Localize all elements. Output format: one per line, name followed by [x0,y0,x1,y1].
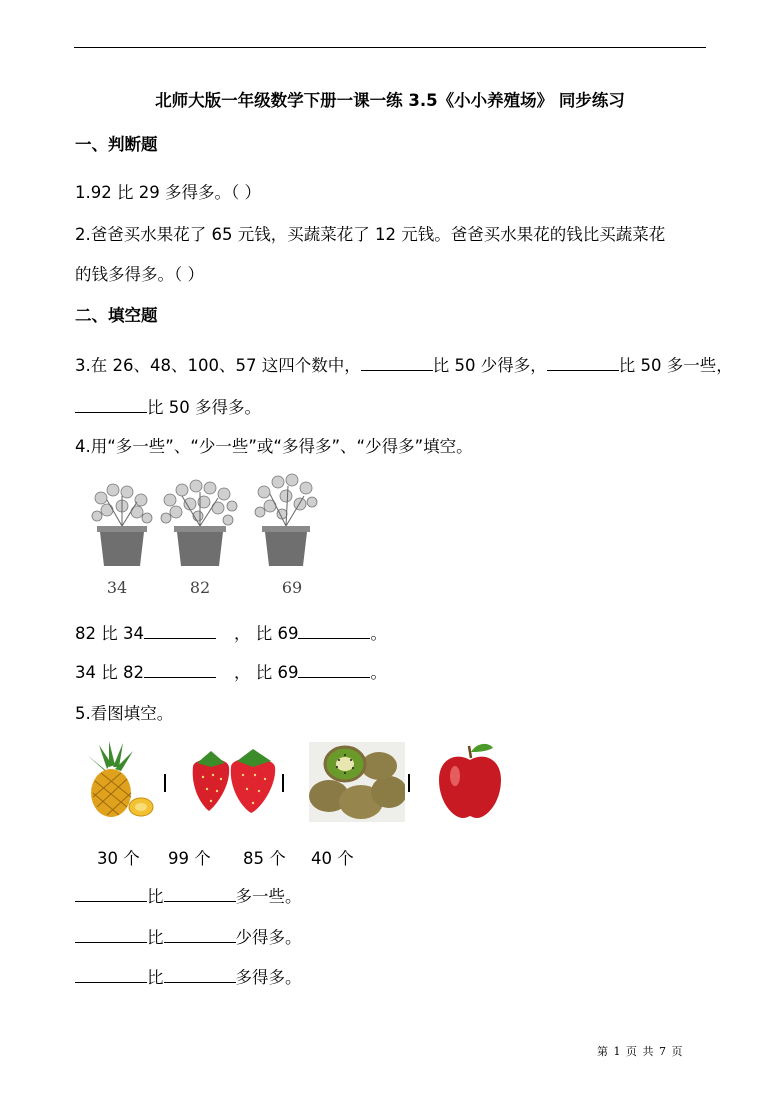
answer-blank[interactable] [75,885,147,902]
apple-icon [437,740,503,820]
pineapple-icon [79,741,155,819]
section-heading-fill-in: 二、填空题 [75,306,158,325]
period: 。 [370,624,387,643]
flower-count-label: 69 [281,578,303,597]
sentence-ending: 多得多。 [235,968,302,987]
flower-pot-icon [160,470,240,570]
compare-word: 比 [147,928,164,947]
answer-blank[interactable] [75,396,147,413]
section-heading-judgement: 一、判断题 [75,135,158,154]
row-text: ， 比 69 [233,624,299,643]
fruit-count-kiwi: 85 个 [243,849,286,868]
fruit-count-strawberry: 99 个 [168,849,211,868]
sentence-ending: 少得多。 [235,928,302,947]
answer-blank[interactable] [144,622,216,639]
answer-blank[interactable] [164,926,236,943]
question-5-prompt: 5.看图填空。 [75,704,174,723]
question-3-prefix: 3.在 26、48、100、57 这四个数中， [75,356,361,375]
flower-pot-icon [87,470,157,570]
question-3-line-2 [75,396,261,419]
compare-word: 比 [147,968,164,987]
answer-blank[interactable] [144,661,216,678]
flower-count-label: 34 [106,578,128,597]
question-5-sentence-3 [75,966,302,989]
sentence-ending: 多一些。 [235,887,302,906]
kiwi-icon [309,742,405,822]
question-4-row-1 [75,622,387,645]
question-3-end: 比 50 多得多。 [147,398,261,417]
page-footer: 第 1 页 共 7 页 [597,1045,684,1058]
answer-blank[interactable] [164,885,236,902]
question-3-line-1 [75,354,733,377]
question-5-sentence-1 [75,885,302,908]
separator-bar [282,774,284,792]
compare-word: 比 [147,887,164,906]
answer-blank[interactable] [361,354,433,371]
fruit-count-apple: 40 个 [311,849,354,868]
page-title: 北师大版一年级数学下册一课一练 3.5《小小养殖场》 同步练习 [155,91,625,110]
question-3-mid-1: 比 50 少得多， [432,356,547,375]
row-text: 34 比 82 [75,663,144,682]
row-text: 82 比 34 [75,624,144,643]
question-4-prompt: 4.用“多一些”、“少一些”或“多得多”、“少得多”填空。 [75,437,473,456]
answer-blank[interactable] [75,966,147,983]
fruit-count-pineapple: 30 个 [97,849,140,868]
question-2-line-2: 的钱多得多。（ ） [75,265,204,284]
question-1: 1.92 比 29 多得多。（ ） [75,183,261,202]
question-2-line-1: 2.爸爸买水果花了 65 元钱，买蔬菜花了 12 元钱。爸爸买水果花的钱比买蔬菜花 [75,225,666,244]
period: 。 [370,663,387,682]
question-3-mid-2: 比 50 多一些， [618,356,733,375]
flower-pot-icon [252,470,320,570]
question-5-sentence-2 [75,926,302,949]
answer-blank[interactable] [547,354,619,371]
separator-bar [164,774,166,792]
header-rule [74,47,706,48]
answer-blank[interactable] [298,622,370,639]
answer-blank[interactable] [75,926,147,943]
question-4-row-2 [75,661,387,684]
row-text: ， 比 69 [233,663,299,682]
strawberry-icon [187,745,279,815]
flower-count-label: 82 [189,578,211,597]
answer-blank[interactable] [164,966,236,983]
separator-bar [408,774,410,792]
answer-blank[interactable] [298,661,370,678]
